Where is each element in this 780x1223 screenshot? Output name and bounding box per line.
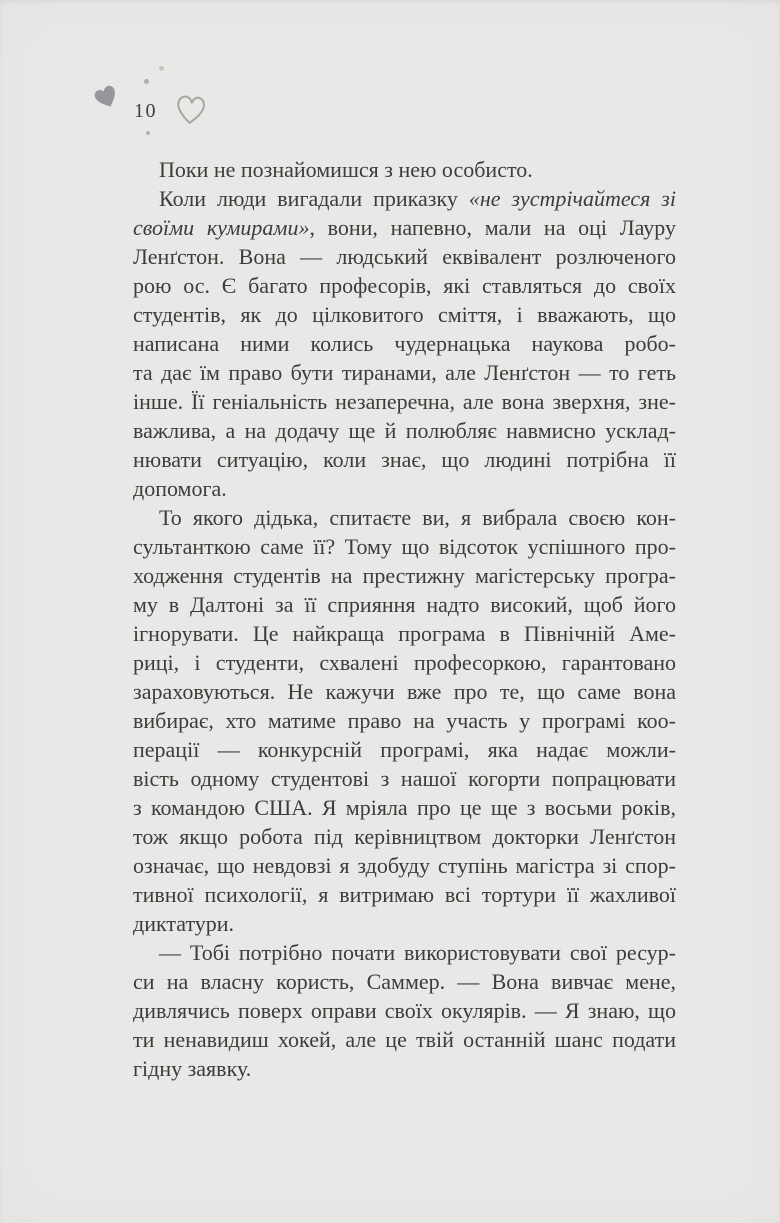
text-segment: Ленґстон. Вона — людський еквівалент розлюченого [133,244,676,269]
text-line [133,764,676,793]
text-line [133,1025,676,1054]
italic-text-segment: «не зустрічайтеся зі [468,186,676,211]
text-segment: Коли люди вигадали приказку [159,186,469,211]
text-segment: тивної психології, я витримаю всі тортури її жахливої [133,882,676,907]
text-line [133,735,676,764]
text-line [133,387,676,416]
text-segment: написана ними колись чудернацька наукова робо- [133,331,676,356]
text-line [133,184,676,213]
text-segment: — Тобі потрібно почати використовувати свої ресур- [159,940,676,965]
text-line [133,909,676,938]
text-line [133,590,676,619]
text-line [133,561,676,590]
text-line [133,822,676,851]
text-segment: , вони, напевно, мали на оці Лауру [309,215,676,240]
text-line [133,880,676,909]
text-line [133,967,676,996]
text-segment: ти ненавидиш хокей, але це твій останній шанс подати [133,1027,676,1052]
text-line [133,271,676,300]
text-line [133,851,676,880]
text-line [133,300,676,329]
text-segment: означає, що невдовзі я здобуду ступінь магістра зі спор- [133,853,676,878]
text-line [133,1054,676,1083]
page-number: 10 [134,100,157,122]
text-segment: гідну заявку. [133,1056,252,1081]
text-line [133,503,676,532]
text-segment: си на власну користь, Саммер. — Вона вивчає мене, [133,969,676,994]
dot-decoration [144,79,149,84]
text-line [133,996,676,1025]
text-segment: вість одному студентові з нашої когорти попрацювати [133,766,676,791]
text-segment: важлива, а на додачу ще й полюбляє навмисно усклад- [133,418,676,443]
dot-decoration [159,66,164,71]
text-segment: диктатури. [133,911,235,936]
text-line [133,677,676,706]
filled-heart-icon [89,80,125,116]
text-line [133,445,676,474]
text-line [133,416,676,445]
text-segment: сультанткою саме її? Тому що відсоток успішного про- [133,534,676,559]
text-line [133,474,676,503]
text-line [133,793,676,822]
text-segment: рою ос. Є багато професорів, які ставляться до своїх [133,273,676,298]
text-segment: риці, і студенти, схвалені професоркою, гарантовано [133,650,676,675]
text-line [133,648,676,677]
text-line [133,706,676,735]
text-segment: То якого дідька, спитаєте ви, я вибрала своєю кон- [159,505,676,530]
text-line [133,329,676,358]
outline-heart-icon [170,91,210,137]
text-segment: зараховуються. Не кажучи вже про те, що саме вона [133,679,676,704]
text-segment: ігнорувати. Це найкраща програма в Північній Аме- [133,621,676,646]
text-segment: інше. Її геніальність незаперечна, але вона зверхня, зне- [133,389,676,414]
text-segment: та дає їм право бути тиранами, але Ленґстон — то геть [133,360,676,385]
text-segment: му в Далтоні за її сприяння надто високий, щоб його [133,592,676,617]
text-segment: вибирає, хто матиме право на участь у програмі коо- [133,708,676,733]
text-block [133,155,676,1083]
text-line [133,619,676,648]
text-segment: тож якщо робота під керівництвом докторки Ленґстон [133,824,676,849]
italic-text-segment: своїми кумирами» [133,215,310,240]
dot-decoration [146,131,150,135]
text-segment: з командою США. Я мріяла про це ще з восьми років, [133,795,676,820]
text-segment: дивлячись поверх оправи своїх окулярів. — Я знаю, що [133,998,676,1023]
text-line [133,358,676,387]
text-line [133,938,676,967]
text-segment: перації — конкурсній програмі, яка надає можли- [133,737,676,762]
text-segment: студентів, як до цілковитого сміття, і вважають, що [133,302,676,327]
text-segment: Поки не познайомишся з нею особисто. [159,157,533,182]
text-line [133,532,676,561]
text-segment: нювати ситуацію, коли знає, що людині потрібна її [133,447,676,472]
text-line [133,155,676,184]
text-segment: ходження студентів на престижну магістерську програ- [133,563,676,588]
text-line [133,242,676,271]
text-segment: допомога. [133,476,227,501]
text-line [133,213,676,242]
